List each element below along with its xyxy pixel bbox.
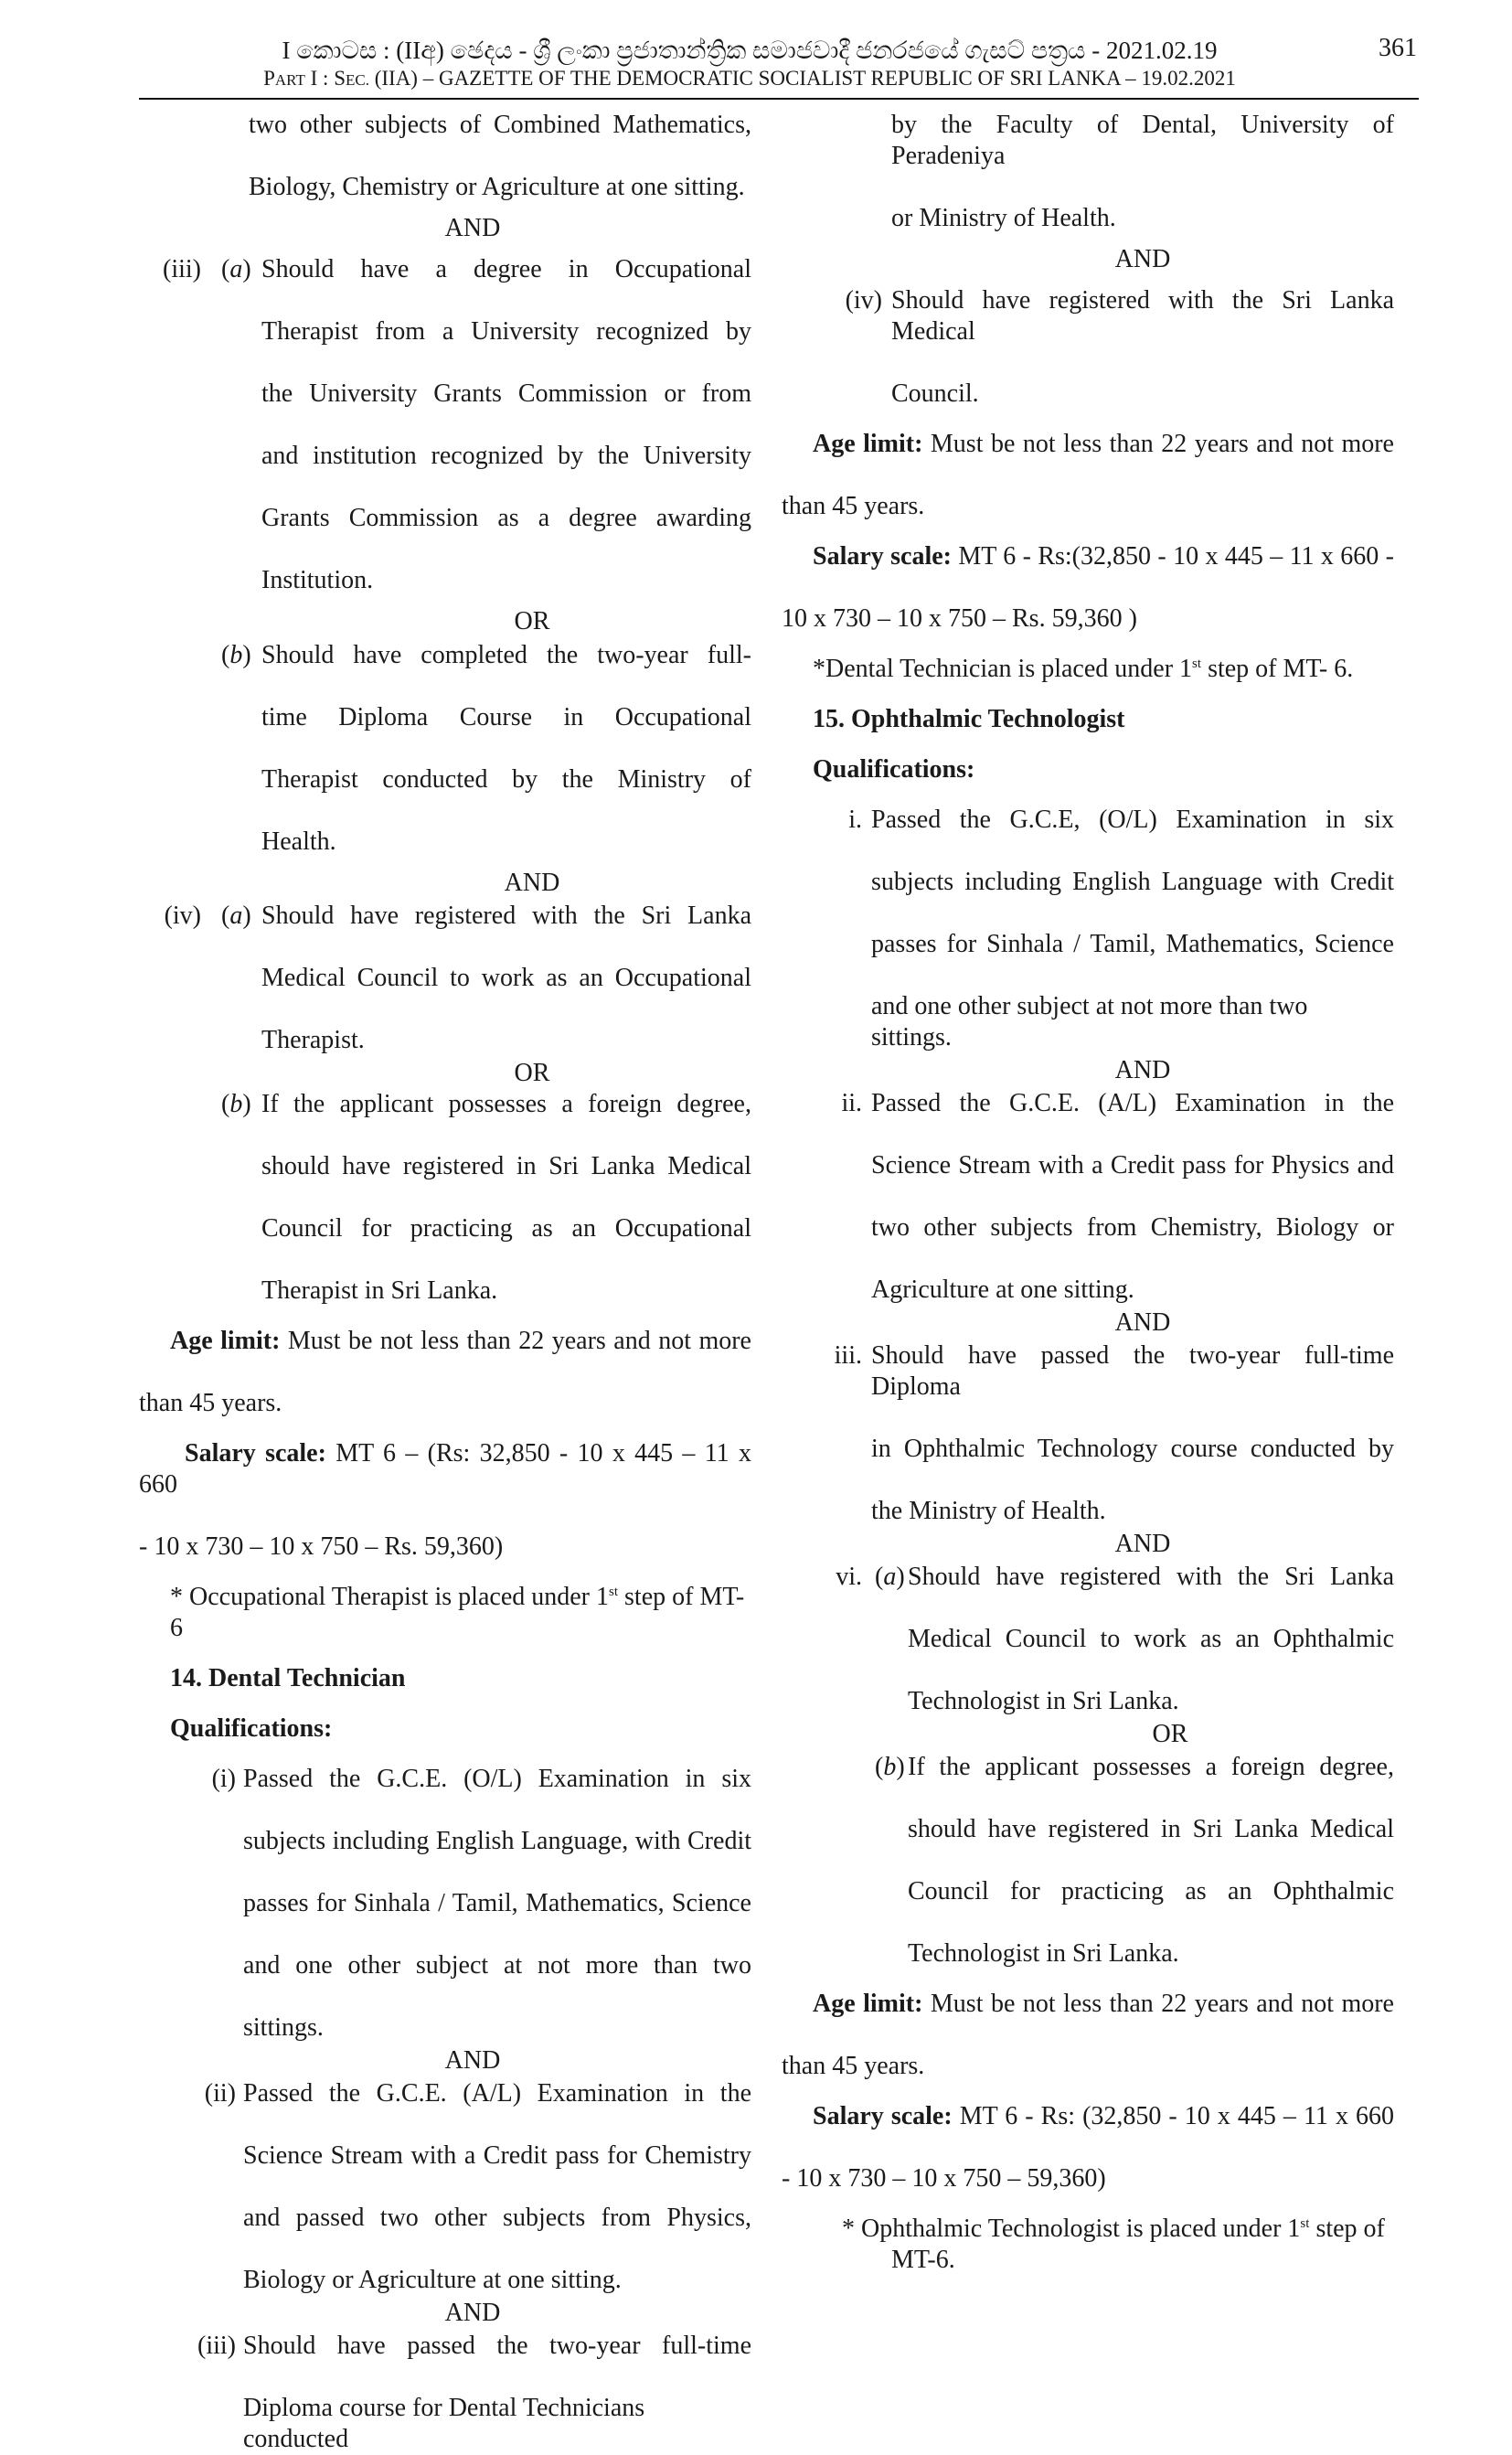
text-line: Agriculture at one sitting.: [871, 1276, 1134, 1304]
text-line: Should have registered with the Sri Lanka: [908, 1563, 1394, 1591]
text-line: Science Stream with a Credit pass for Physics and: [871, 1151, 1394, 1179]
ophthalmic-requirement-i-text: [871, 805, 1394, 1053]
text-line: Passed the G.C.E. (O/L) Examination in six: [243, 1765, 751, 1793]
text-line: Should have completed the two-year full-: [261, 641, 751, 669]
or-separator: OR: [1152, 1720, 1188, 1748]
text-line: the University Grants Commission or from: [261, 379, 751, 408]
left-column: [139, 110, 751, 2455]
text-line: Biology or Agriculture at one sitting.: [243, 2266, 622, 2294]
age-limit: Age limit: Must be not less than 22 years and not more than 45 years.: [139, 1327, 751, 1417]
placement-note: * Ophthalmic Technologist is placed under 1st step of MT-6.: [842, 2215, 1385, 2274]
and-separator: AND: [1114, 245, 1171, 273]
text-line: Should have passed the two-year full-time Diploma: [871, 1341, 1394, 1401]
salary-scale: Salary scale: MT 6 – (Rs: 32,850 - 10 x 445 – 11 x 660 - 10 x 730 – 10 x 750 – Rs. 59,360): [139, 1439, 751, 1561]
text-line: Therapist in Sri Lanka.: [261, 1276, 498, 1305]
ophthalmic-requirement-vi: vi. (a) Should have registered with the Sri Lanka Medical Council to work as an Ophthalmic Technologist in Sri Lanka.: [836, 1563, 1394, 1715]
text-line: and passed two other subjects from Physics,: [243, 2204, 751, 2232]
text-line: If the applicant possesses a foreign degree,: [908, 1753, 1394, 1781]
text-line: Should have a degree in Occupational: [261, 255, 751, 283]
text-line: If the applicant possesses a foreign degree,: [261, 1090, 751, 1118]
text-line: Diploma course for Dental Technicians conducted: [243, 2394, 645, 2453]
text-line: and institution recognized by the University: [261, 442, 751, 470]
requirement-iii-a-text: [261, 254, 751, 596]
requirement-iv: (iv) (a) Should have registered with the Sri Lanka Medical Council to work as an Occupational Therapist.: [164, 902, 751, 1054]
ophthalmic-requirement-ii-text: [871, 1088, 1394, 1306]
ophthalmic-requirement-vi-a-text: [908, 1562, 1394, 1717]
ophthalmic-requirement-vi-b: (b) If the applicant possesses a foreign degree, should have registered in Sri Lanka Medical Council for practicing as an Ophthalmic Technologist in Sri Lanka.: [875, 1753, 1394, 1968]
text-line: sittings.: [243, 2013, 324, 2042]
and-separator: AND: [444, 2046, 501, 2075]
text-line: subjects including English Language, with Credit: [243, 1827, 751, 1855]
dental-requirement-i-text: [243, 1764, 751, 2044]
and-separator: AND: [1114, 1530, 1171, 1558]
text-line: Technologist in Sri Lanka.: [908, 1939, 1179, 1968]
text-line: Council for practicing as an Occupational: [261, 1214, 751, 1243]
dental-requirement-iv-text: [891, 285, 1394, 410]
page-header: [0, 0, 1512, 101]
text-line: Should have registered with the Sri Lanka Medical: [891, 286, 1394, 346]
right-column: [782, 110, 1394, 2276]
text-line: in Ophthalmic Technology course conducted by: [871, 1435, 1394, 1463]
ophthalmic-requirement-ii: ii. Passed the G.C.E. (A/L) Examination in the Science Stream with a Credit pass for Physics and two other subjects from Chemistry, Biology or Agriculture at one sitting.: [841, 1089, 1394, 1304]
qualifications-label: Qualifications:: [813, 755, 975, 784]
continuation-text: two other subjects of Combined Mathematics, Biology, Chemistry or Agriculture at one sitting.: [249, 111, 751, 201]
text-line: time Diploma Course in Occupational: [261, 703, 751, 731]
header-english-title: PART I : SEC. (IIA) – GAZETTE OF THE DEMOCRATIC SOCIALIST REPUBLIC OF SRI LANKA – 19.02.2021: [263, 67, 1236, 90]
ophthalmic-requirement-iii: iii. Should have passed the two-year full-time Diploma in Ophthalmic Technology course conducted by the Ministry of Health.: [834, 1341, 1394, 1525]
requirement-iii-b: (b) Should have completed the two-year full- time Diploma Course in Occupational Therapist conducted by the Ministry of Health.: [221, 641, 751, 856]
header-sinhala-title: I කොටස : (IIඅ) ඡෙදය - ශ්‍රී ලංකා ප්‍රජාතාන්ත්‍රික සමාජවාදී ජනරජයේ ගැසට් පත්‍රය - 2021.02.19: [282, 37, 1218, 64]
or-separator: OR: [514, 1059, 550, 1087]
requirement-iv-b: (b) If the applicant possesses a foreign degree, should have registered in Sri Lanka Medical Council for practicing as an Occupational Therapist in Sri Lanka.: [221, 1090, 751, 1305]
dental-requirement-iii: (iii) Should have passed the two-year full-time Diploma course for Dental Technicians conducted: [197, 2332, 751, 2453]
dental-requirement-iii-text: [243, 2331, 751, 2455]
text-line: Therapist conducted by the Ministry of: [261, 765, 751, 794]
text-line: the Ministry of Health.: [871, 1497, 1106, 1525]
text-line: Council.: [891, 379, 979, 408]
text-line: and one other subject at not more than two sittings.: [871, 992, 1308, 1051]
and-separator: AND: [444, 214, 501, 242]
text-line: Council for practicing as an Ophthalmic: [908, 1877, 1394, 1905]
ophthalmic-requirement-vi-b-text: [908, 1752, 1394, 1969]
text-line: should have registered in Sri Lanka Medical: [261, 1152, 751, 1180]
text-line: Therapist.: [261, 1026, 365, 1054]
and-separator: AND: [1114, 1308, 1171, 1337]
dental-requirement-iv: (iv) Should have registered with the Sri Lanka Medical Council.: [845, 286, 1394, 408]
text-line: Should have passed the two-year full-time: [243, 2332, 751, 2360]
text-line: Technologist in Sri Lanka.: [908, 1687, 1179, 1715]
section-heading-14: 14. Dental Technician: [170, 1664, 406, 1692]
section-heading-15: 15. Ophthalmic Technologist: [813, 705, 1125, 733]
text-line: Should have registered with the Sri Lanka: [261, 902, 751, 930]
ophthalmic-requirement-i: i. Passed the G.C.E, (O/L) Examination in six subjects including English Language with Credit passes for Sinhala / Tamil, Mathematics, Science and one other subject at not more than two sittings.: [848, 806, 1394, 1051]
text-line: subjects including English Language with Credit: [871, 868, 1394, 896]
salary-scale: Salary scale: MT 6 - Rs: (32,850 - 10 x 445 – 11 x 660 - 10 x 730 – 10 x 750 – 59,360): [782, 2102, 1395, 2193]
requirement-iii: (iii) (a) Should have a degree in Occupational Therapist from a University recognized by the University Grants Commission or from and institution recognized by the University Grants Commission as a degree awarding Institution.: [163, 255, 751, 594]
text-line: Grants Commission as a degree awarding: [261, 504, 751, 532]
text-line: should have registered in Sri Lanka Medical: [908, 1815, 1394, 1843]
dental-requirement-ii-text: [243, 2078, 751, 2296]
text-line: passes for Sinhala / Tamil, Mathematics, Science: [871, 930, 1394, 958]
text-line: Institution.: [261, 566, 374, 594]
requirement-iii-b-text: [261, 640, 751, 858]
ophthalmic-requirement-iii-text: [871, 1340, 1394, 1527]
continuation-text: by the Faculty of Dental, University of Peradeniya or Ministry of Health.: [891, 111, 1394, 232]
placement-note: * Occupational Therapist is placed under 1st step of MT-6: [170, 1583, 745, 1642]
text-line: Medical Council to work as an Occupational: [261, 964, 751, 992]
header-rule: [139, 98, 1419, 100]
and-separator: AND: [1114, 1056, 1171, 1084]
age-limit: Age limit: Must be not less than 22 years and not more than 45 years.: [782, 1990, 1394, 2080]
qualifications-label: Qualifications:: [170, 1714, 333, 1743]
text-line: passes for Sinhala / Tamil, Mathematics, Science: [243, 1889, 751, 1917]
text-line: and one other subject at not more than two: [243, 1951, 751, 1980]
text-line: Science Stream with a Credit pass for Chemistry: [243, 2141, 751, 2170]
page-number: 361: [1379, 34, 1417, 62]
age-limit: Age limit: Must be not less than 22 years and not more than 45 years.: [782, 430, 1394, 520]
text-line: Medical Council to work as an Ophthalmic: [908, 1625, 1394, 1653]
text-line: two other subjects from Chemistry, Biology or: [871, 1213, 1394, 1242]
salary-scale: Salary scale: MT 6 - Rs:(32,850 - 10 x 445 – 11 x 660 - 10 x 730 – 10 x 750 – Rs. 59,360 ): [782, 542, 1394, 633]
text-line: Passed the G.C.E. (A/L) Examination in the: [871, 1089, 1394, 1117]
text-line: Therapist from a University recognized by: [261, 317, 751, 346]
dental-requirement-i: (i) Passed the G.C.E. (O/L) Examination in six subjects including English Language, with Credit passes for Sinhala / Tamil, Mathematics, Science and one other subject at not more than two sittings.: [211, 1765, 751, 2042]
placement-note: *Dental Technician is placed under 1st step of MT- 6.: [813, 655, 1354, 683]
or-separator: OR: [514, 607, 550, 635]
requirement-iv-b-text: [261, 1089, 751, 1307]
requirement-iv-a-text: [261, 901, 751, 1056]
text-line: Passed the G.C.E, (O/L) Examination in six: [871, 806, 1394, 834]
text-line: Health.: [261, 827, 336, 856]
and-separator: AND: [504, 869, 560, 897]
text-line: Passed the G.C.E. (A/L) Examination in the: [243, 2079, 751, 2108]
and-separator: AND: [444, 2299, 501, 2327]
dental-requirement-ii: (ii) Passed the G.C.E. (A/L) Examination in the Science Stream with a Credit pass for Chemistry and passed two other subjects from Physics, Biology or Agriculture at one sitting.: [204, 2079, 751, 2294]
